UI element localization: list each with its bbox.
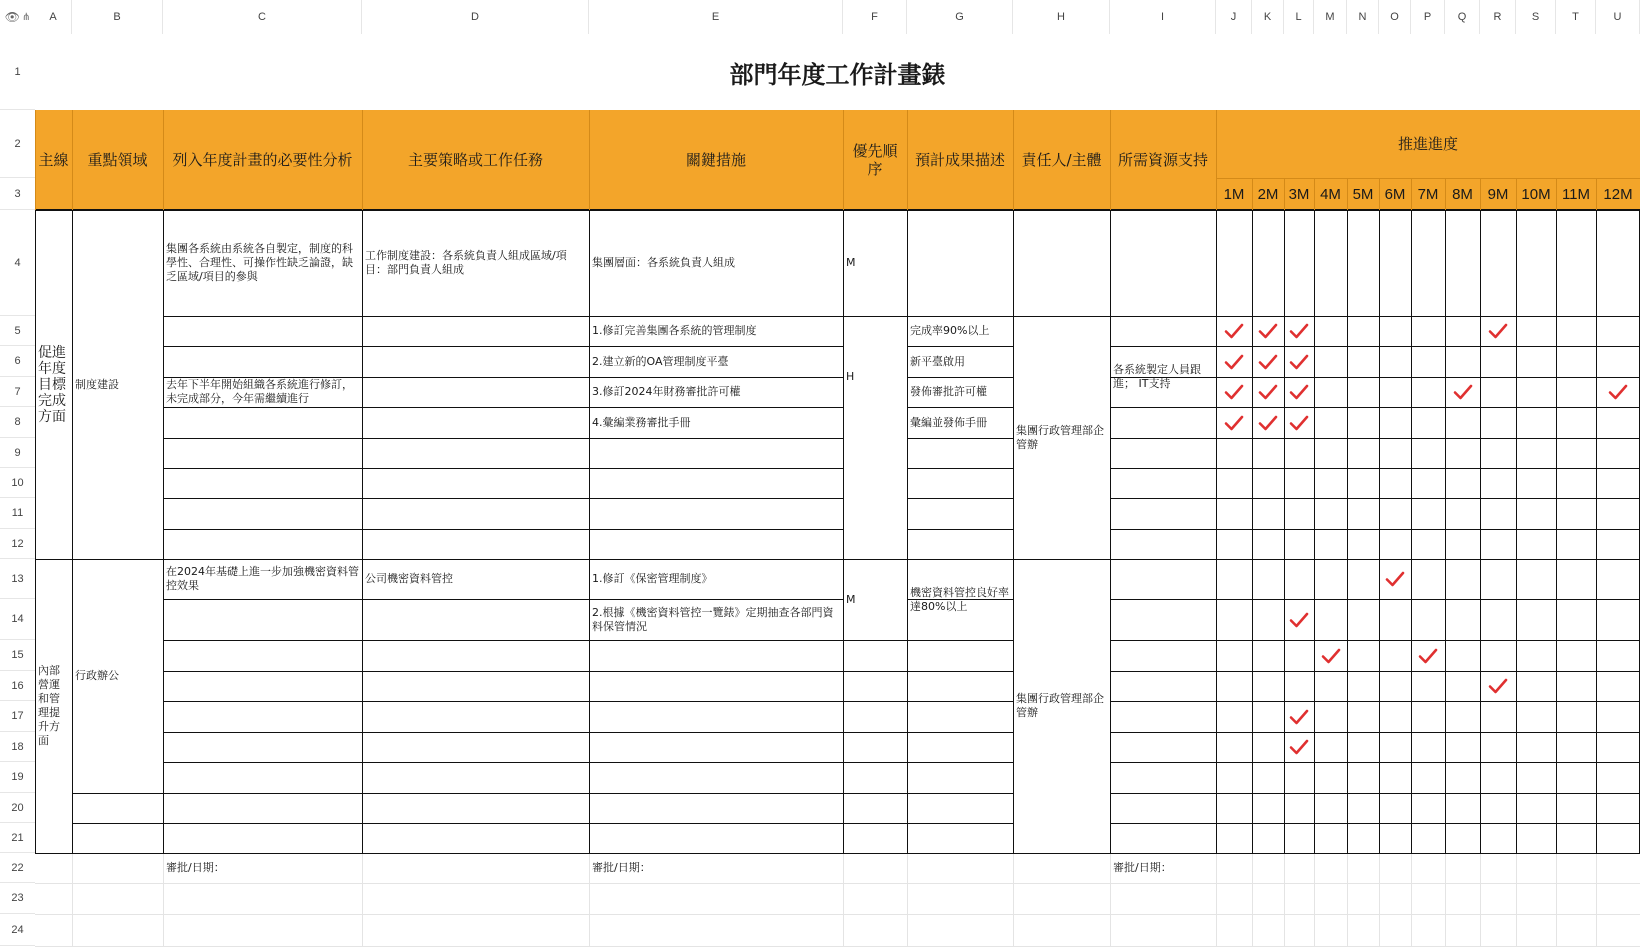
border-line (907, 529, 1014, 530)
checkmark-icon (1486, 319, 1510, 343)
priority-cell-r5[interactable] (846, 316, 904, 438)
border-line (163, 701, 844, 702)
checkmark-glyph (1287, 380, 1311, 404)
outcome-cell-r13[interactable] (910, 559, 1010, 640)
header-owner: 責任人/主體 (1021, 151, 1102, 169)
header-month-1m: 1M (1223, 185, 1245, 203)
measure-cell-r4[interactable] (592, 210, 840, 316)
row-header-14[interactable]: 14 (0, 599, 35, 640)
outcome-cell-r5[interactable] (910, 316, 1010, 346)
border-line (1110, 793, 1217, 794)
header-divider (1556, 178, 1557, 210)
border-line (1216, 529, 1640, 530)
checkmark-icon (1256, 411, 1280, 435)
border-line (907, 438, 1014, 439)
gridline (35, 946, 1640, 947)
border-line (1110, 599, 1217, 600)
row-header-8[interactable]: 8 (0, 407, 35, 438)
border-line (1110, 701, 1217, 702)
row-header-17[interactable]: 17 (0, 701, 35, 732)
main-line-cell-2[interactable] (38, 559, 69, 853)
owner-cell-2-text: 集團行政管理部企管辦 (1016, 692, 1104, 719)
column-header-p[interactable]: P (1411, 0, 1445, 34)
outcome-cell-r6[interactable] (910, 346, 1010, 377)
border-line (362, 210, 363, 854)
border-line (1252, 210, 1253, 854)
gridline (1110, 853, 1111, 946)
column-header-s[interactable]: S (1516, 0, 1556, 34)
border-line (1216, 407, 1640, 408)
border-line (72, 210, 73, 854)
strategy-cell-r4-text: 工作制度建設：各系統負責人組成區域/項目：部門負責人組成 (365, 249, 567, 276)
border-line (163, 210, 164, 854)
measure-cell-r14-text: 2.根據《機密資料管控一覽錶》定期抽查各部門資料保管情況 (592, 605, 834, 633)
header-measures: 關鍵措施 (685, 151, 746, 169)
border-line (163, 529, 844, 530)
border-line (1480, 210, 1481, 854)
header-divider (163, 110, 164, 210)
header-divider (907, 110, 908, 210)
outcome-cell-r7-text: 發佈審批許可權 (910, 385, 987, 398)
measure-cell-r7-text: 3.修訂2024年財務審批許可權 (592, 385, 741, 398)
border-line (1216, 701, 1640, 702)
column-header-t[interactable]: T (1556, 0, 1596, 34)
border-line (843, 793, 908, 794)
column-header-n[interactable]: N (1347, 0, 1379, 34)
border-line (1110, 823, 1217, 824)
column-header-o[interactable]: O (1379, 0, 1411, 34)
border-line (1216, 640, 1640, 641)
owner-cell-1[interactable] (1016, 316, 1107, 559)
column-header-u[interactable]: U (1596, 0, 1640, 34)
row-header-1[interactable]: 1 (0, 34, 35, 110)
header-month-9m: 9M (1487, 185, 1509, 203)
border-line (1445, 210, 1446, 854)
checkmark-glyph (1222, 319, 1246, 343)
owner-cell-2[interactable] (1016, 559, 1107, 853)
gridline (1411, 853, 1412, 946)
priority-cell-r13-text: M (846, 592, 856, 606)
priority-cell-r13[interactable] (846, 559, 904, 640)
header-month-5m: 5M (1352, 185, 1374, 203)
border-line (907, 793, 1014, 794)
row-header-15[interactable]: 15 (0, 640, 35, 671)
row-header-24[interactable]: 24 (0, 914, 35, 946)
measure-cell-r13-text: 1.修訂《保密管理制度》 (592, 572, 713, 585)
border-line (163, 732, 844, 733)
row-header-13[interactable]: 13 (0, 559, 35, 599)
border-line (1216, 793, 1640, 794)
header-divider (1216, 110, 1217, 210)
border-line (1216, 468, 1640, 469)
border-line (1110, 468, 1217, 469)
header-strategy: 主要策略或工作任務 (407, 151, 543, 169)
header-divider (1252, 178, 1253, 210)
necessity-cell-r13[interactable] (166, 559, 359, 599)
gridline (1556, 853, 1557, 946)
border-line (1216, 823, 1640, 824)
outcome-cell-r8[interactable] (910, 407, 1010, 438)
border-line (72, 823, 164, 824)
checkmark-glyph (1287, 705, 1311, 729)
row-header-16[interactable]: 16 (0, 671, 35, 701)
header-month-8m: 8M (1452, 185, 1473, 203)
column-header-m[interactable]: M (1314, 0, 1347, 34)
header-focus-area: 重點領域 (87, 151, 148, 169)
measure-cell-r6[interactable] (592, 346, 840, 377)
necessity-cell-r4-text: 集團各系統由系統各自製定，制度的科學性、合理性、可操作性缺乏論證，缺乏區域/項目的參與 (166, 242, 353, 283)
border-line (1013, 210, 1014, 854)
header-month-2m: 2M (1257, 185, 1279, 203)
gridline (1252, 853, 1253, 946)
page-title: 部門年度工作計畫錶 (729, 60, 946, 89)
header-month-3m: 3M (1288, 185, 1310, 203)
column-header-k[interactable]: K (1252, 0, 1284, 34)
header-necessity: 列入年度計畫的必要性分析 (172, 151, 353, 169)
checkmark-glyph (1222, 380, 1246, 404)
measure-cell-r5-text: 1.修訂完善集團各系統的管理制度 (592, 324, 757, 337)
gridline (163, 853, 164, 946)
column-header-h[interactable]: H (1013, 0, 1110, 34)
header-divider (1216, 178, 1640, 179)
row-header-4[interactable]: 4 (0, 210, 35, 316)
strategy-cell-r13[interactable] (365, 559, 586, 599)
border-line (843, 823, 908, 824)
necessity-cell-r4[interactable] (166, 210, 359, 316)
gridline (1347, 853, 1348, 946)
priority-cell-r4-text: M (846, 256, 856, 269)
checkmark-glyph (1256, 411, 1280, 435)
resources-cell-r5-text: 各系統製定人員跟進； IT支持 (1113, 363, 1201, 390)
border-line (1216, 210, 1217, 854)
checkmark-icon (1287, 350, 1311, 374)
checkmark-icon (1451, 380, 1475, 404)
approval-cell-e-text: 審批/日期： (592, 861, 651, 874)
row-header-11[interactable]: 11 (0, 498, 35, 529)
outcome-cell-r7[interactable] (910, 377, 1010, 407)
gridline (35, 914, 1640, 915)
focus-area-cell-1[interactable] (75, 210, 160, 559)
checkmark-glyph (1486, 319, 1510, 343)
gridline (1284, 853, 1285, 946)
header-month-11m: 11M (1561, 185, 1591, 203)
border-line (1110, 498, 1217, 499)
border-line (1110, 640, 1217, 641)
gridline (907, 853, 908, 946)
header-month-10m: 10M (1521, 185, 1551, 203)
border-line (907, 671, 1014, 672)
border-line (907, 732, 1014, 733)
border-line (1216, 346, 1640, 347)
row-header-19[interactable]: 19 (0, 762, 35, 793)
column-header-f[interactable]: F (843, 0, 907, 34)
checkmark-glyph (1319, 644, 1343, 668)
border-line (1556, 210, 1557, 854)
column-header-r[interactable]: R (1480, 0, 1516, 34)
header-month-4m: 4M (1320, 185, 1341, 203)
header-divider (1314, 178, 1315, 210)
gridline (1596, 853, 1597, 946)
checkmark-glyph (1287, 411, 1311, 435)
focus-area-cell-1-text: 制度建設 (75, 377, 119, 391)
checkmark-glyph (1486, 674, 1510, 698)
measure-cell-r14[interactable] (592, 599, 840, 640)
header-main-line: 主線 (38, 151, 69, 169)
gridline (1516, 853, 1517, 946)
header-divider (35, 110, 36, 210)
header-divider (843, 110, 844, 210)
main-line-cell-2-text: 內部營運和管理提升方面 (38, 664, 60, 747)
measure-cell-r4-text: 集團層面：各系統負責人組成 (592, 256, 735, 269)
checkmark-glyph (1287, 735, 1311, 759)
outcome-cell-r13-text: 機密資料管控良好率達80%以上 (910, 585, 1009, 613)
header-month-12m: 12M (1603, 185, 1633, 203)
header-divider (362, 110, 363, 210)
header-divider (1379, 178, 1380, 210)
border-line (1516, 210, 1517, 854)
checkmark-icon (1486, 674, 1510, 698)
border-line (1110, 762, 1217, 763)
row-header-18[interactable]: 18 (0, 732, 35, 762)
border-line (843, 762, 908, 763)
header-outcome: 預計成果描述 (914, 151, 1005, 169)
checkmark-glyph (1416, 644, 1440, 668)
gridline (1379, 853, 1380, 946)
border-line (35, 210, 36, 854)
border-line (907, 210, 908, 854)
border-line (843, 640, 908, 641)
outcome-cell-r6-text: 新平臺啟用 (910, 354, 965, 368)
strategy-cell-r4[interactable] (365, 210, 586, 316)
necessity-cell-r5-text: 去年下半年開始組織各系統進行修訂，未完成部分，今年需繼續進行 (166, 378, 353, 405)
measure-cell-r5[interactable] (592, 316, 840, 346)
measure-cell-r6-text: 2.建立新的OA管理制度平臺 (592, 354, 729, 368)
approval-cell-c[interactable] (166, 853, 359, 883)
border-line (843, 701, 908, 702)
outcome-cell-r8-text: 彙編並發佈手冊 (910, 415, 987, 429)
column-header-e[interactable]: E (589, 0, 843, 34)
checkmark-icon (1383, 567, 1407, 591)
approval-cell-i[interactable] (1113, 853, 1213, 883)
header-divider (1596, 178, 1597, 210)
border-line (1216, 316, 1640, 317)
select-all-corner[interactable] (0, 0, 35, 34)
row-header-10[interactable]: 10 (0, 468, 35, 498)
approval-cell-c-text: 審批/日期： (166, 861, 225, 874)
checkmark-glyph (1287, 350, 1311, 374)
border-line (1411, 210, 1412, 854)
checkmark-icon (1416, 644, 1440, 668)
checkmark-glyph (1222, 411, 1246, 435)
checkmark-glyph (1222, 350, 1246, 374)
border-line (907, 823, 1014, 824)
header-month-6m: 6M (1384, 185, 1406, 203)
border-line (907, 762, 1014, 763)
header-month-7m: 7M (1417, 185, 1439, 203)
freeze-panes-icon[interactable]: ⋔ (21, 11, 31, 23)
measure-cell-r8-text: 4.彙編業務審批手冊 (592, 415, 691, 429)
focus-area-cell-2-text: 行政辦公 (75, 669, 119, 682)
border-line (907, 498, 1014, 499)
border-line (1216, 732, 1640, 733)
border-line (843, 671, 908, 672)
main-line-cell-1[interactable] (38, 210, 69, 559)
row-header-5[interactable]: 5 (0, 316, 35, 346)
measure-cell-r8[interactable] (592, 407, 840, 438)
header-divider (1284, 178, 1285, 210)
checkmark-icon (1319, 644, 1343, 668)
checkmark-glyph (1256, 380, 1280, 404)
row-header-21[interactable]: 21 (0, 823, 35, 853)
strategy-cell-r13-text: 公司機密資料管控 (365, 572, 453, 585)
checkmark-icon (1287, 735, 1311, 759)
header-divider (589, 110, 590, 210)
header-divider (1411, 178, 1412, 210)
border-line (1314, 210, 1315, 854)
border-line (907, 701, 1014, 702)
border-line (1110, 438, 1217, 439)
checkmark-icon (1256, 319, 1280, 343)
main-line-cell-1-text: 促進年度目標完成方面 (38, 344, 66, 425)
header-divider (1347, 178, 1348, 210)
column-header-b[interactable]: B (72, 0, 163, 34)
gridline (1445, 853, 1446, 946)
checkmark-icon (1222, 319, 1246, 343)
checkmark-icon (1256, 350, 1280, 374)
owner-cell-1-text: 集團行政管理部企管辦 (1016, 423, 1104, 451)
gridline (1314, 853, 1315, 946)
border-line (163, 823, 844, 824)
border-line (1216, 438, 1640, 439)
checkmark-icon (1287, 608, 1311, 632)
checkmark-icon (1287, 319, 1311, 343)
border-line (163, 498, 844, 499)
border-line (1284, 210, 1285, 854)
column-header-i[interactable]: I (1110, 0, 1216, 34)
column-header-a[interactable]: A (35, 0, 72, 34)
row-header-6[interactable]: 6 (0, 346, 35, 377)
measure-cell-r13[interactable] (592, 559, 840, 599)
checkmark-glyph (1287, 319, 1311, 343)
row-header-7[interactable]: 7 (0, 377, 35, 407)
gridline (72, 853, 73, 946)
header-divider (1013, 110, 1014, 210)
border-line (1596, 210, 1597, 854)
border-line (1216, 762, 1640, 763)
checkmark-glyph (1256, 319, 1280, 343)
gridline (589, 853, 590, 946)
row-header-12[interactable]: 12 (0, 529, 35, 559)
border-line (907, 468, 1014, 469)
column-header-q[interactable]: Q (1445, 0, 1480, 34)
approval-cell-i-text: 審批/日期： (1113, 861, 1172, 874)
measure-cell-r7[interactable] (592, 377, 840, 407)
checkmark-icon (1287, 411, 1311, 435)
checkmark-icon (1606, 380, 1630, 404)
row-header-3[interactable]: 3 (0, 178, 35, 210)
gridline (1480, 853, 1481, 946)
column-header-g[interactable]: G (907, 0, 1013, 34)
resources-cell-r5[interactable] (1113, 316, 1213, 438)
header-progress: 推進進度 (1397, 135, 1458, 153)
approval-cell-e[interactable] (592, 853, 840, 883)
checkmark-icon (1222, 411, 1246, 435)
necessity-cell-r5[interactable] (166, 316, 359, 468)
checkmark-glyph (1287, 608, 1311, 632)
border-line (843, 732, 908, 733)
border-line (1216, 377, 1640, 378)
gridline (843, 853, 844, 946)
header-divider (1445, 178, 1446, 210)
checkmark-glyph (1383, 567, 1407, 591)
border-line (907, 640, 1014, 641)
border-line (1110, 671, 1217, 672)
border-line (1216, 671, 1640, 672)
header-priority: 優先順序 (852, 142, 898, 178)
focus-area-cell-2[interactable] (75, 559, 160, 793)
border-line (1216, 498, 1640, 499)
gridline (362, 853, 363, 946)
column-header-l[interactable]: L (1284, 0, 1314, 34)
eye-icon[interactable]: 👁 (4, 10, 20, 24)
border-line (163, 793, 844, 794)
row-header-2[interactable]: 2 (0, 110, 35, 178)
border-line (1110, 732, 1217, 733)
priority-cell-r5-text: H (846, 370, 855, 383)
border-line (163, 640, 844, 641)
row-header-22[interactable]: 22 (0, 853, 35, 883)
row-header-20[interactable]: 20 (0, 793, 35, 823)
border-line (163, 762, 844, 763)
header-divider (72, 110, 73, 210)
row-header-9[interactable]: 9 (0, 438, 35, 468)
border-line (1110, 529, 1217, 530)
checkmark-icon (1287, 380, 1311, 404)
gridline (1216, 853, 1217, 946)
border-line (843, 210, 844, 854)
checkmark-icon (1222, 380, 1246, 404)
border-line (163, 671, 844, 672)
header-resources: 所需資源支持 (1117, 151, 1208, 169)
header-divider (1480, 178, 1481, 210)
gridline (1013, 853, 1014, 946)
checkmark-icon (1256, 380, 1280, 404)
necessity-cell-r13-text: 在2024年基礎上進一步加強機密資料管控效果 (166, 565, 359, 592)
border-line (1216, 599, 1640, 600)
checkmark-glyph (1451, 380, 1475, 404)
border-line (72, 793, 164, 794)
border-line (1347, 210, 1348, 854)
border-line (1379, 210, 1380, 854)
border-line (589, 210, 590, 854)
checkmark-icon (1222, 350, 1246, 374)
checkmark-glyph (1606, 380, 1630, 404)
header-divider (1516, 178, 1517, 210)
header-divider (1110, 110, 1111, 210)
row-header-23[interactable]: 23 (0, 883, 35, 914)
column-header-j[interactable]: J (1216, 0, 1252, 34)
priority-cell-r4[interactable] (846, 210, 904, 316)
column-header-c[interactable]: C (163, 0, 362, 34)
outcome-cell-r5-text: 完成率90%以上 (910, 324, 990, 337)
column-header-d[interactable]: D (362, 0, 589, 34)
gridline (35, 883, 1640, 884)
border-line (1110, 210, 1111, 854)
checkmark-icon (1287, 705, 1311, 729)
border-line (163, 468, 844, 469)
checkmark-glyph (1256, 350, 1280, 374)
